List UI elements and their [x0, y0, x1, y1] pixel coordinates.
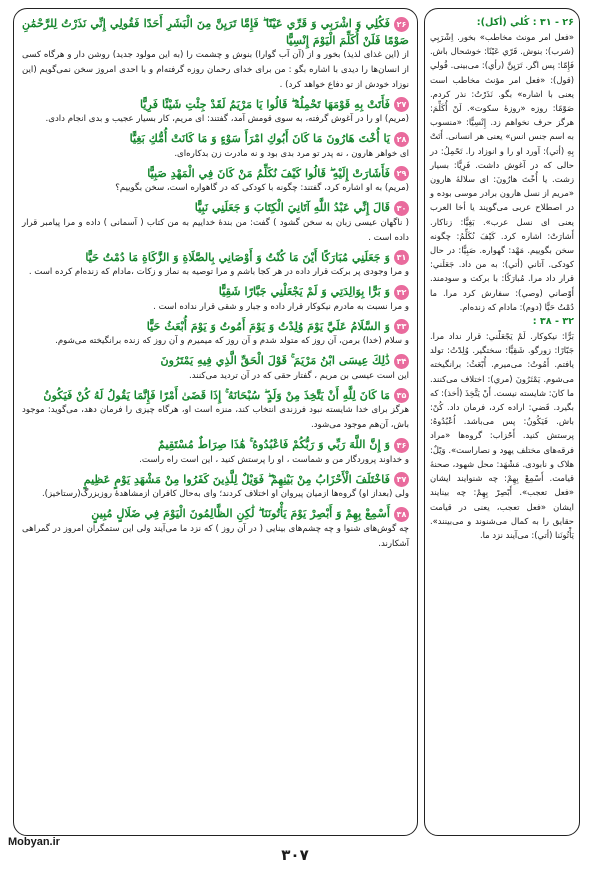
- verse-translation: ولی (بعداز او) گروه‌ها ازمیان پیروان او اختلاف کردند؛ وای به‌حال کافران ازمشاهدهٔ روزبزرگ(رستاخیز).: [41, 489, 409, 499]
- verse-number-badge: ۳۱: [394, 250, 409, 265]
- glossary-section: [430, 314, 574, 542]
- glossary-body: «فعل امر مونث مخاطب» بخور. اِشْرَبِي (شرب): بنوش. قَرّي عَيْنًا: خوشحال باش. فَإِمّا: پس اگر. تَرَيِنَّ (رأي): می‌بینی. قُولي (قول): «فعل امر مؤنث مخاطب است یعنی با اشاره» بگو. نَذَرْتُ: نذر کردم. صَوْمًا: روزه «روزهٔ سکوت». لَنْ أُكَلِّمَ: هرگز حرف نخواهم زد. إِنْسِيًّا: «منسوب به اسم جنس انس» یعنی هر انسانی. أَتَتْ بِهِ (أتي): آورد او را و انوزاد را. تَحْمِلُ: در حالی که در آغوش داشت. فَرِيًّا: بسیار زشت. يا أُخْتَ هارُونَ: ای سلالهٔ هارون «مریم از نسل هارون برادر موسی بوده و در اصطلاح عربی می‌گویند یا أخا العرب یعنی ای نسل عرب». بَغِيًّا: زناکار. أَشارَتْ: اشاره کرد. كَيْفَ نُكَلِّمُ: چگونه سخن بگوییم. مَهْد: گهواره. صَبِيًّا: در حال کودکی. آتاني (أتي): به من داد. جَعَلَني: قرار داد مرا. مُبارَكًا: با برکت و سودمند. أَوْصاني (وصي): سفارش کرد مرا. ما دُمْتُ حَيًّا (دوم): مادام که زنده‌ام.: [430, 32, 574, 312]
- page-number: ۳۰۷: [281, 846, 309, 864]
- verse-arabic-text: وَ السَّلَامُ عَلَيَّ يَوْمَ وُلِدْتُ وَ يَوْمَ أَمُوتُ وَ يَوْمَ أُبْعَثُ حَيًّا: [146, 318, 390, 333]
- verse-arabic: [22, 436, 409, 453]
- glossary-section: [430, 15, 574, 314]
- verse-arabic-text: أَسْمِعْ بِهِمْ وَ أَبْصِرْ يَوْمَ يَأْتُونَنَا ۖ لَٰكِنِ الظَّالِمُونَ الْيَوْمَ فِي ضَلَالٍ مُبِينٍ: [91, 506, 390, 520]
- verse-block: [22, 387, 409, 434]
- glossary-heading: ۲۶ - ۳۱ : كُلي (أكل):: [476, 17, 574, 28]
- verses-panel: [13, 8, 418, 836]
- verse-translation: (مریم) به او اشاره کرد، گفتند: چگونه با کودکی که در گاهواره است، سخن بگوییم؟: [115, 183, 409, 193]
- verse-block: [22, 199, 409, 246]
- verse-arabic-text: وَ بَرًّا بِوَالِدَتِي وَ لَمْ يَجْعَلْنِي جَبَّارًا شَقِيًّا: [218, 284, 390, 298]
- verse-arabic: [22, 283, 409, 300]
- verse-translation: چه گوش‌های شنوا و چه چشم‌های بینایی ( در آن روز ) که نزد ما می‌آیند ولی این ستمگران امروز در گمراهی آشکارند.: [22, 523, 409, 549]
- verse-arabic: [22, 387, 409, 404]
- verse-translation: و مرا نسبت به مادرم نیکوکار قرار داده و جبار و شقی قرار نداده است .: [153, 301, 409, 312]
- verse-block: [22, 471, 409, 503]
- site-watermark[interactable]: Mobyan.ir: [8, 836, 60, 848]
- verse-arabic: [22, 249, 409, 266]
- verse-translation: هرگز برای خدا شایسته نبود فرزندی انتخاب کند، منزه است او، هرگاه چیزی را فرمان دهد، می‌گوید: موجود باش، آن‌هم موجود می‌شود.: [22, 405, 409, 430]
- verse-number-badge: ۳۲: [394, 285, 409, 300]
- verse-number-badge: ۳۴: [394, 354, 409, 369]
- verse-block: [22, 505, 409, 552]
- verse-arabic: [22, 96, 409, 113]
- verse-arabic-text: فَاخْتَلَفَ الْأَحْزَابُ مِنْ بَيْنِهِمْ ۖ فَوَيْلٌ لِلَّذِينَ كَفَرُوا مِنْ مَشْهَدِ يَوْمٍ عَظِيمٍ: [83, 471, 390, 486]
- verse-number-badge: ۲۷: [394, 97, 409, 112]
- verse-translation: و خداوند پروردگار من و شماست ، او را پرستش کنید ، این است راه راست.: [139, 454, 409, 465]
- verse-arabic-text: فَأَشَارَتْ إِلَيْهِ ۖ قَالُوا كَيْفَ نُكَلِّمُ مَنْ كَانَ فِي الْمَهْدِ صَبِيًّا: [147, 165, 390, 180]
- verse-arabic: [22, 318, 409, 335]
- verse-arabic-text: فَأَتَتْ بِهِ قَوْمَهَا تَحْمِلُهُ ۖ قَالُوا يَا مَرْيَمُ لَقَدْ جِئْتِ شَيْئًا فَرِيًّا: [140, 96, 390, 111]
- verse-arabic-text: فَكُلِي وَ اشْرَبِي وَ قَرِّي عَيْنًا ۖ فَإِمَّا تَرَيِنَّ مِنَ الْبَشَرِ أَحَدًا فَقُولِي إِنِّي نَذَرْتُ لِلرَّحْمَٰنِ صَوْمًا فَلَنْ أُكَلِّمَ الْيَوْمَ إِنْسِيًّا: [22, 16, 409, 47]
- verse-number-badge: ۳۸: [394, 507, 409, 522]
- verse-translation: (مریم) او را در آغوش گرفته، به سوی قومش آمد، گفتند: ای مریم، کار بسیار عجیب و بدی انجام دادی.: [45, 114, 409, 124]
- verse-arabic: [22, 199, 409, 216]
- verse-block: [22, 96, 409, 128]
- verse-number-badge: ۳۵: [394, 388, 409, 403]
- verse-block: [22, 165, 409, 197]
- verse-translation: این است عیسی بن مریم ، گفتار حقی که در آن تردید می‌کنند.: [189, 370, 409, 381]
- verse-number-badge: ۳۳: [394, 319, 409, 334]
- verse-arabic: [22, 352, 409, 369]
- verse-arabic-text: يَا أُخْتَ هَارُونَ مَا كَانَ أَبُوكِ امْرَأَ سَوْءٍ وَ مَا كَانَتْ أُمُّكِ بَغِيًّا: [129, 131, 390, 145]
- verse-arabic: [22, 15, 409, 48]
- verse-arabic: [22, 165, 409, 182]
- verse-translation: ای خواهر هارون ، نه پدر تو مرد بدی بود و نه مادرت زن بدکاره‌ای.: [174, 148, 409, 159]
- verse-number-badge: ۲۸: [394, 132, 409, 147]
- verse-number-badge: ۲۹: [394, 166, 409, 181]
- verse-translation: از (این غذای لذیذ) بخور و از (آن آب گوارا) بنوش و چشمت را (به این مولود جدید) روشن دار و هرگاه کسی از انسان‌ها را دیدی با اشاره بگو : من برای خدای رحمان روزه گرفته‌ام و با احدی امروز سخن نمی‌گویم (این نوزاد خودش از تو دفاع خواهد کرد) .: [22, 49, 409, 90]
- glossary-heading: ۳۲ - ۳۸ :: [532, 316, 574, 328]
- glossary-panel: [424, 8, 580, 836]
- verse-number-badge: ۳۶: [394, 438, 409, 453]
- verse-arabic: [22, 505, 409, 522]
- verse-translation: ( ناگهان عیسی زبان به سخن گشود ) گفت: من بندهٔ خداییم به من کتاب ( آسمانی ) داده و مرا پیامبر قرار داده است .: [22, 217, 409, 243]
- verse-arabic-text: قَالَ إِنِّي عَبْدُ اللَّهِ آتَانِيَ الْكِتَابَ وَ جَعَلَنِي نَبِيًّا: [194, 200, 390, 214]
- verse-block: [22, 130, 409, 162]
- verse-arabic: [22, 471, 409, 488]
- verse-arabic-text: وَ جَعَلَنِي مُبَارَكًا أَيْنَ مَا كُنْتُ وَ أَوْصَانِي بِالصَّلَاةِ وَ الزَّكَاةِ مَا دُمْتُ حَيًّا: [85, 249, 390, 264]
- verse-number-badge: ۳۰: [394, 201, 409, 216]
- verse-arabic: [22, 130, 409, 147]
- verse-block: [22, 249, 409, 281]
- verse-translation: و مرا وجودی پر برکت قرار داده در هر کجا باشم و مرا توصیه به نماز و زکات ،مادام که زنده‌ام کرده است .: [28, 267, 409, 277]
- verse-number-badge: ۳۷: [394, 472, 409, 487]
- verse-block: [22, 283, 409, 315]
- verse-block: [22, 318, 409, 350]
- verse-arabic-text: مَا كَانَ لِلَّهِ أَنْ يَتَّخِذَ مِنْ وَلَدٍ ۖ سُبْحَانَهُ ۚ إِذَا قَضَىٰ أَمْرًا فَإِنَّمَا يَقُولُ لَهُ كُنْ فَيَكُونُ: [43, 387, 390, 402]
- verse-block: [22, 436, 409, 468]
- verse-arabic-text: ذَٰلِكَ عِيسَى ابْنُ مَرْيَمَ ۚ قَوْلَ الْحَقِّ الَّذِي فِيهِ يَمْتَرُونَ: [160, 353, 390, 367]
- verse-number-badge: ۲۶: [394, 17, 409, 32]
- verse-arabic-text: وَ إِنَّ اللَّهَ رَبِّي وَ رَبُّكُمْ فَاعْبُدُوهُ ۚ هَٰذَا صِرَاطٌ مُسْتَقِيمٌ: [158, 437, 390, 451]
- verse-block: [22, 352, 409, 384]
- verse-translation: و سلام (خدا) برمن، آن روز که متولد شدم و آن روز که میمیرم و آن روز که زنده برانگیخته می‌شوم.: [55, 336, 409, 346]
- glossary-body: بَرًّا: نیکوکار. لَمْ يَجْعَلْني: قرار نداد مرا. جَبّارًا: زورگو. شَقِيًّا: سختگیر. وُلِدْتُ: تولد یافتم. أَمُوتُ: می‌میرم. أُبْعَثُ: برانگیخته می‌شوم. يَمْتَرُونَ (مري): اختلاف می‌کنند. ما كانَ: شایسته نیست. أَنْ يَتَّخِذَ (أخذ): که بگیرد. قَضي: اراده کرد، فرمان داد. كُنْ: باش. فَيَكُونُ: پس می‌باشد. اُعْبُدُوهُ: پرستش کنید. أَحْزاب: گروه‌ها «مراد فرقه‌های مختلف یهود و نصاراست». وَيْلٌ: هلاک و نابودی. مَشْهَد: محل شهود، صحنهٔ قیامت. أَسْمِعْ بِهِمْ: چه شنوایند ایشان «فعل تعجب». أَبْصِرْ بِهِمْ: چه بینایند ایشان «فعل تعجب، یعنی در قیامت حقایق را به کمال می‌شنوند و می‌بینند». يَأْتُونَنا (أتي): می‌آیند نزد ما.: [430, 331, 574, 540]
- verse-block: [22, 15, 409, 93]
